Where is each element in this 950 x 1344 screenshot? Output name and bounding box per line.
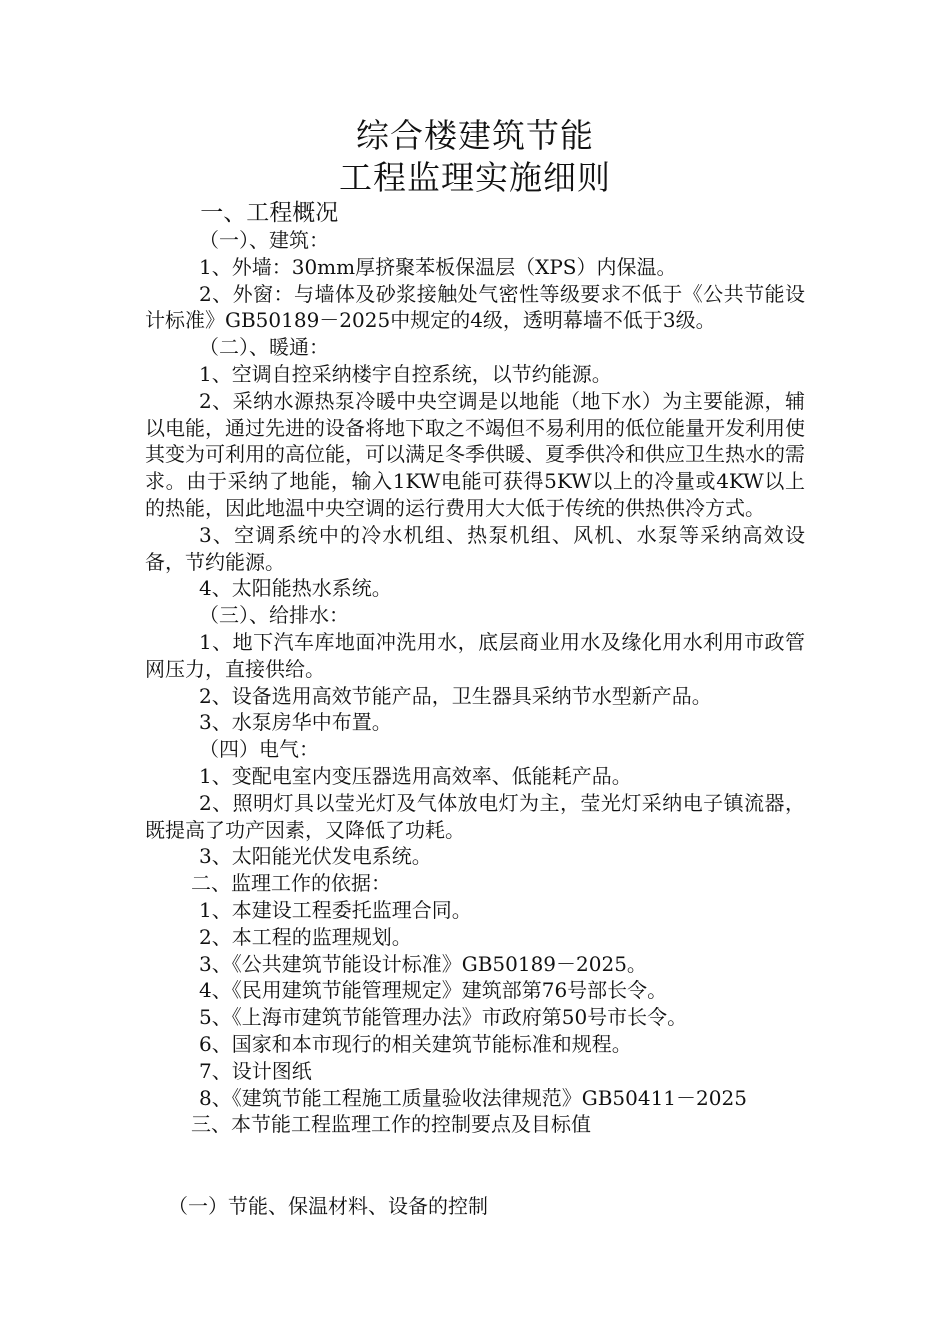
subsection-heading-materials-control: （一）节能、保温材料、设备的控制	[168, 1194, 488, 1218]
section-heading-basis: 二、监理工作的依据：	[191, 871, 391, 896]
section-heading-overview: 一、工程概况	[200, 200, 339, 226]
paragraph: 3、太阳能光伏发电系统。	[199, 844, 432, 869]
list-item: 6、国家和本市现行的相关建筑节能标准和规程。	[199, 1031, 632, 1056]
section-heading-control-points: 三、本节能工程监理工作的控制要点及目标值	[191, 1112, 591, 1137]
paragraph: 1、变配电室内变压器选用高效率、低能耗产品。	[199, 763, 632, 788]
list-item: 3、《公共建筑节能设计标准》GB50189－2025。	[199, 951, 647, 976]
paragraph: 2、采纳水源热泵冷暖中央空调是以地能（地下水）为主要能源，辅以电能，通过先进的设备将地下取之不竭但不易利用的低位能量开发利用使其变为可利用的高位能，可以满足冬季供暖、夏季供冷和供应卫生热水的需求。由于采纳了地能，输入1KW电能可获得5KW以上的冷量或4KW以上的热能，因此地温中央空调的运行费用大大低于传统的供热供冷方式。	[145, 388, 805, 520]
document-body	[145, 200, 805, 1138]
paragraph: 1、地下汽车库地面冲洗用水，底层商业用水及缘化用水利用市政管网压力，直接供给。	[145, 629, 805, 681]
paragraph: 4、太阳能热水系统。	[199, 576, 392, 601]
document-title-line-2: 工程监理实施细则	[339, 158, 611, 197]
paragraph: 2、照明灯具以莹光灯及气体放电灯为主，莹光灯采纳电子镇流器，既提高了功产因素，又降低了功耗。	[145, 790, 805, 842]
list-item: 5、《上海市建筑节能管理办法》市政府第50号市长令。	[199, 1005, 688, 1030]
list-item: 4、《民用建筑节能管理规定》建筑部第76号部长令。	[199, 978, 668, 1003]
list-item: 7、设计图纸	[199, 1058, 312, 1083]
paragraph: 2、外窗：与墙体及砂浆接触处气密性等级要求不低于《公共节能设计标准》GB50189－2025中规定的4级，透明幕墙不低于3级。	[145, 281, 805, 333]
paragraph: 2、设备选用高效节能产品，卫生器具采纳节水型新产品。	[199, 683, 712, 708]
subsection-heading-architecture: （一）、建筑：	[199, 228, 329, 252]
paragraph: 3、水泵房华中布置。	[199, 710, 392, 735]
list-item: 2、本工程的监理规划。	[199, 924, 412, 949]
paragraph: 1、外墙：30mm厚挤聚苯板保温层（XPS）内保温。	[199, 254, 677, 279]
list-item: 8、《建筑节能工程施工质量验收法律规范》GB50411－2025	[199, 1085, 747, 1110]
subsection-heading-hvac: （二）、暖通：	[199, 335, 329, 360]
paragraph: 3、空调系统中的冷水机组、热泵机组、风机、水泵等采纳高效设备，节约能源。	[145, 522, 805, 574]
document-title-line-1: 综合楼建筑节能	[356, 116, 594, 155]
list-item: 1、本建设工程委托监理合同。	[199, 897, 472, 922]
subsection-heading-plumbing: （三）、给排水：	[199, 603, 349, 628]
paragraph: 1、空调自控采纳楼宇自控系统，以节约能源。	[199, 361, 612, 386]
subsection-heading-electrical: （四）电气：	[199, 737, 319, 762]
